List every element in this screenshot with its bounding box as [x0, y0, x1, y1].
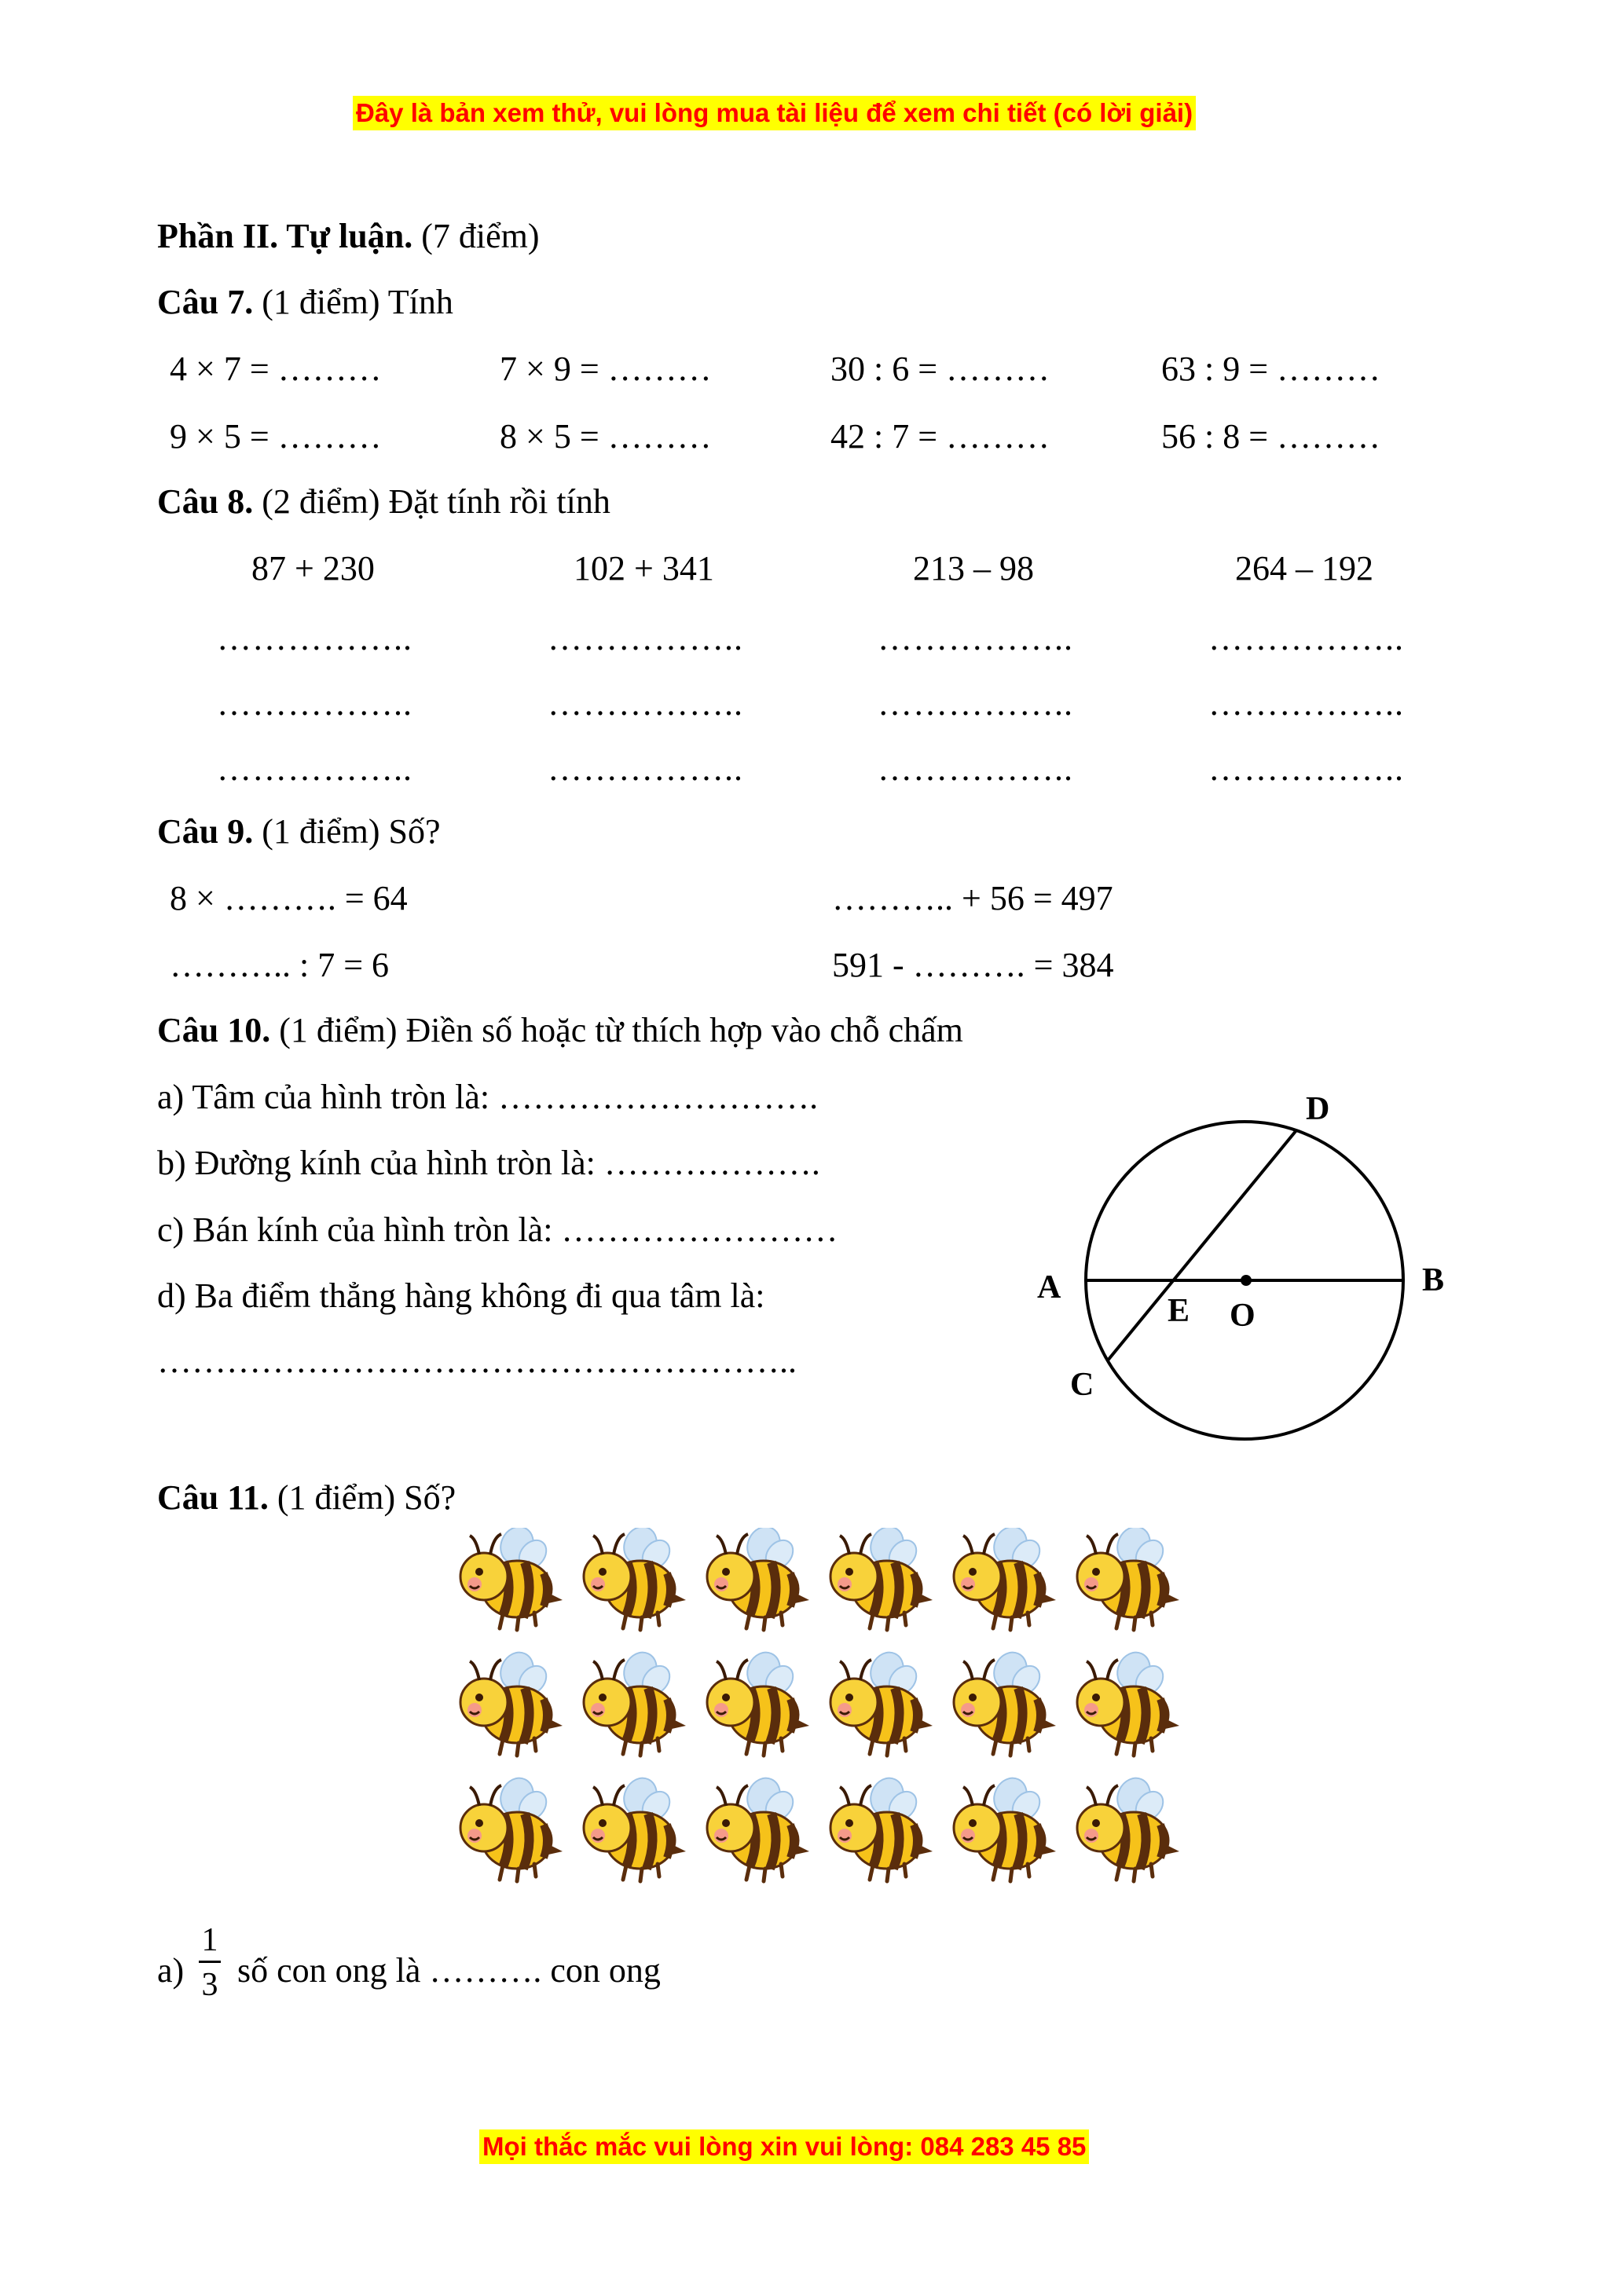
q11-heading: [157, 1478, 456, 1518]
bee-icon: [460, 1773, 563, 1881]
q11a-prefix: a): [157, 1951, 185, 1990]
bee-icon: [707, 1528, 809, 1630]
preview-banner: Đây là bản xem thử, vui lòng mua tài liệu để xem chi tiết (có lời giải): [353, 96, 1196, 130]
q7-label: Câu 7.: [157, 283, 254, 321]
q10-heading: [157, 1010, 963, 1051]
q8-problem-2: 102 + 341: [574, 549, 714, 588]
q10-label: Câu 10.: [157, 1011, 271, 1049]
q8-blank: ……………..: [1208, 684, 1404, 723]
q7-item-2: 7 × 9 = ………: [500, 350, 712, 388]
q10-text: (1 điểm) Điền số hoặc từ thích hợp vào chỗ chấm: [270, 1011, 963, 1049]
q10-item-d: d) Ba điểm thẳng hàng không đi qua tâm là:: [157, 1276, 765, 1315]
label-b: B: [1422, 1262, 1445, 1298]
q9-heading: [157, 811, 441, 852]
q8-blank: ……………..: [878, 619, 1073, 657]
part-points: (7 điểm): [412, 217, 540, 255]
q8-blank: ……………..: [548, 684, 743, 723]
bee-icon: [954, 1528, 1056, 1630]
q8-blank: ……………..: [878, 749, 1073, 788]
q8-blank: ……………..: [878, 684, 1073, 723]
q9-text: (1 điểm) Số?: [253, 812, 441, 851]
q9-label: Câu 9.: [157, 812, 254, 851]
part-title: Phần II. Tự luận.: [157, 217, 413, 255]
bee-icon: [707, 1647, 809, 1756]
q8-label: Câu 8.: [157, 482, 254, 521]
label-a: A: [1037, 1269, 1061, 1305]
q11-label: Câu 11.: [157, 1478, 269, 1517]
label-d: D: [1306, 1091, 1330, 1127]
bee-icon: [954, 1647, 1056, 1756]
q8-blank: ……………..: [1208, 619, 1404, 657]
part-heading: [157, 216, 539, 257]
bee-icon: [1077, 1528, 1179, 1630]
q7-heading: [157, 282, 453, 323]
circle-figure: [1021, 1084, 1461, 1461]
q7-item-1: 4 × 7 = ………: [170, 350, 382, 388]
fraction-numerator: 1: [201, 1922, 218, 1958]
bee-icon: [830, 1773, 933, 1881]
q8-blank: ……………..: [548, 619, 743, 657]
q8-blank: ……………..: [548, 749, 743, 788]
q10-item-d-blank: ………………………………………………..: [157, 1342, 797, 1380]
q7-text: (1 điểm) Tính: [253, 283, 453, 321]
q11a-text: số con ong là ………. con ong: [237, 1951, 661, 1990]
fraction-denominator: 3: [201, 1967, 218, 2003]
bee-icon: [830, 1647, 933, 1756]
q8-heading: [157, 482, 610, 522]
q8-problem-3: 213 – 98: [913, 549, 1034, 588]
q7-item-7: 42 : 7 = ………: [830, 417, 1050, 456]
label-c: C: [1070, 1367, 1094, 1403]
q9-item-4: 591 - ………. = 384: [832, 946, 1114, 984]
bee-icon: [1077, 1773, 1179, 1881]
q7-item-3: 30 : 6 = ………: [830, 350, 1050, 388]
bee-icon: [830, 1528, 933, 1630]
q11-text: (1 điểm) Số?: [268, 1478, 456, 1517]
q7-item-4: 63 : 9 = ………: [1161, 350, 1381, 388]
q10-item-a: a) Tâm của hình tròn là: ……………………….: [157, 1078, 819, 1116]
q8-blank: ……………..: [217, 619, 412, 657]
q7-item-6: 8 × 5 = ………: [500, 417, 712, 456]
contact-banner: Mọi thắc mắc vui lòng xin vui lòng: 084 283 45 85: [479, 2129, 1089, 2164]
bee-icon: [584, 1773, 686, 1881]
q8-text: (2 điểm) Đặt tính rồi tính: [253, 482, 610, 521]
label-e: E: [1168, 1293, 1190, 1329]
bee-icon: [584, 1647, 686, 1756]
q7-item-5: 9 × 5 = ………: [170, 417, 382, 456]
q8-problem-1: 87 + 230: [251, 549, 375, 588]
q9-item-3: ……….. : 7 = 6: [170, 946, 390, 984]
bee-icon: [460, 1647, 563, 1756]
bee-icon: [707, 1773, 809, 1881]
q8-problem-4: 264 – 192: [1235, 549, 1373, 588]
center-point: [1241, 1275, 1252, 1286]
fraction-bar: [199, 1961, 221, 1963]
q9-item-1: 8 × ………. = 64: [170, 879, 408, 917]
q8-blank: ……………..: [217, 684, 412, 723]
q9-item-2: ……….. + 56 = 497: [832, 879, 1113, 917]
bee-icon: [1077, 1647, 1179, 1756]
q8-blank: ……………..: [217, 749, 412, 788]
bee-icon: [954, 1773, 1056, 1881]
q7-item-8: 56 : 8 = ………: [1161, 417, 1381, 456]
label-o: O: [1230, 1298, 1256, 1334]
bee-grid: [456, 1528, 1194, 1905]
bee-icon: [460, 1528, 563, 1630]
q10-item-c: c) Bán kính của hình tròn là: ……………………: [157, 1210, 838, 1249]
q8-blank: ……………..: [1208, 749, 1404, 788]
q10-item-b: b) Đường kính của hình tròn là: ……………….: [157, 1144, 820, 1182]
bee-icon: [584, 1528, 686, 1630]
